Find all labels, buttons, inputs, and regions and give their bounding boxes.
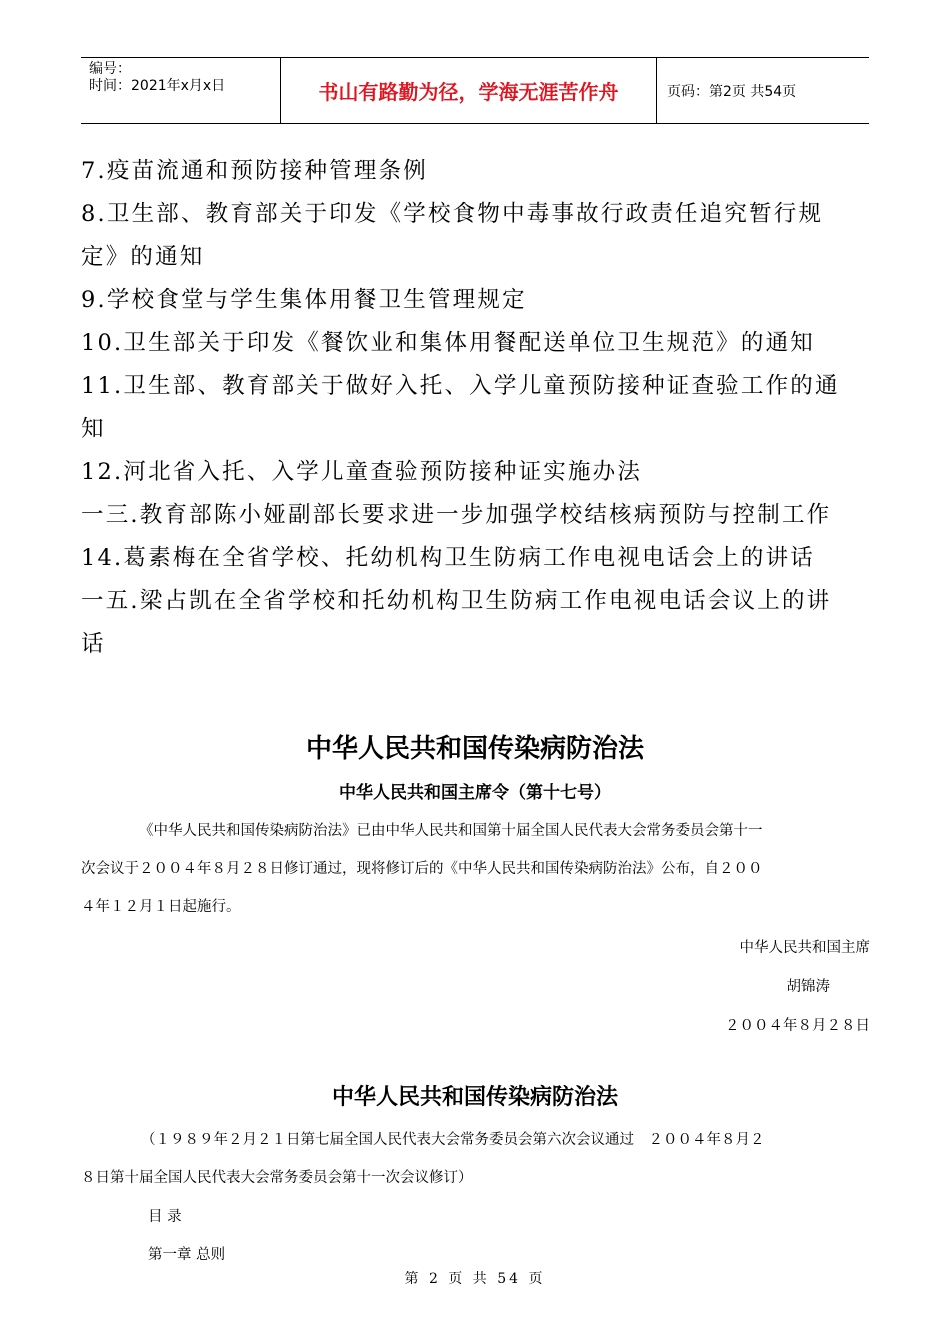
list-item: 一五.梁占凯在全省学校和托幼机构卫生防病工作电视电话会议上的讲 bbox=[81, 588, 832, 614]
list-item: 知 bbox=[81, 416, 106, 442]
list-item: 11.卫生部、教育部关于做好入托、入学儿童预防接种证查验工作的通 bbox=[81, 373, 840, 399]
list-item: 8.卫生部、教育部关于印发《学校食物中毒事故行政责任追究暂行规 bbox=[81, 201, 824, 227]
list-item: 定》的通知 bbox=[81, 244, 205, 270]
list-item: 14.葛素梅在全省学校、托幼机构卫生防病工作电视电话会上的讲话 bbox=[81, 545, 815, 571]
para-line-3: ４年１２月１日起施行。 bbox=[81, 899, 241, 915]
decree-paragraph bbox=[81, 812, 871, 926]
page-footer: 第 2 页 共 54 页 bbox=[404, 1271, 546, 1287]
list-item: 7.疫苗流通和预防接种管理条例 bbox=[81, 158, 428, 184]
number-label: 编号： bbox=[89, 61, 131, 77]
toc-heading: 目 录 bbox=[148, 1209, 182, 1225]
note-line-2: ８日第十届全国人民代表大会常务委员会第十一次会议修订） bbox=[81, 1170, 473, 1186]
decree-title: 中华人民共和国主席令（第十七号） bbox=[339, 783, 611, 803]
para-line-1: 《中华人民共和国传染病防治法》已由中华人民共和国第十届全国人民代表大会常务委员会第十一 bbox=[139, 823, 763, 839]
page-info: 页码：第2页 共54页 bbox=[667, 83, 797, 100]
signature-date: ２００４年８月２８日 bbox=[725, 1018, 870, 1034]
note-line-1: （１９８９年２月２１日第七届全国人民代表大会常务委员会第六次会议通过 ２００４年８月２ bbox=[141, 1132, 765, 1148]
list-item: 12.河北省入托、入学儿童查验预防接种证实施办法 bbox=[81, 459, 643, 485]
list-item: 9.学校食堂与学生集体用餐卫生管理规定 bbox=[81, 287, 527, 313]
document-list bbox=[81, 150, 881, 666]
law-title: 中华人民共和国传染病防治法 bbox=[305, 734, 644, 764]
header-meta-cell bbox=[81, 58, 281, 123]
list-item: 一三.教育部陈小娅副部长要求进一步加强学校结核病预防与控制工作 bbox=[81, 502, 832, 528]
list-item: 话 bbox=[81, 631, 106, 657]
motto: 书山有路勤为径，学海无涯苦作舟 bbox=[281, 58, 657, 123]
chapter-1: 第一章 总则 bbox=[148, 1247, 226, 1263]
signature-name: 胡锦涛 bbox=[786, 979, 830, 995]
header-table bbox=[81, 57, 869, 124]
law-title-2: 中华人民共和国传染病防治法 bbox=[331, 1085, 618, 1110]
para-line bbox=[81, 812, 871, 850]
para-line-2: 次会议于２００４年８月２８日修订通过，现将修订后的《中华人民共和国传染病防治法》公布，自２００ bbox=[81, 861, 763, 877]
list-item: 10.卫生部关于印发《餐饮业和集体用餐配送单位卫生规范》的通知 bbox=[81, 330, 815, 356]
time-label: 时间：2021年x月x日 bbox=[89, 78, 226, 94]
signature-title: 中华人民共和国主席 bbox=[739, 940, 870, 956]
